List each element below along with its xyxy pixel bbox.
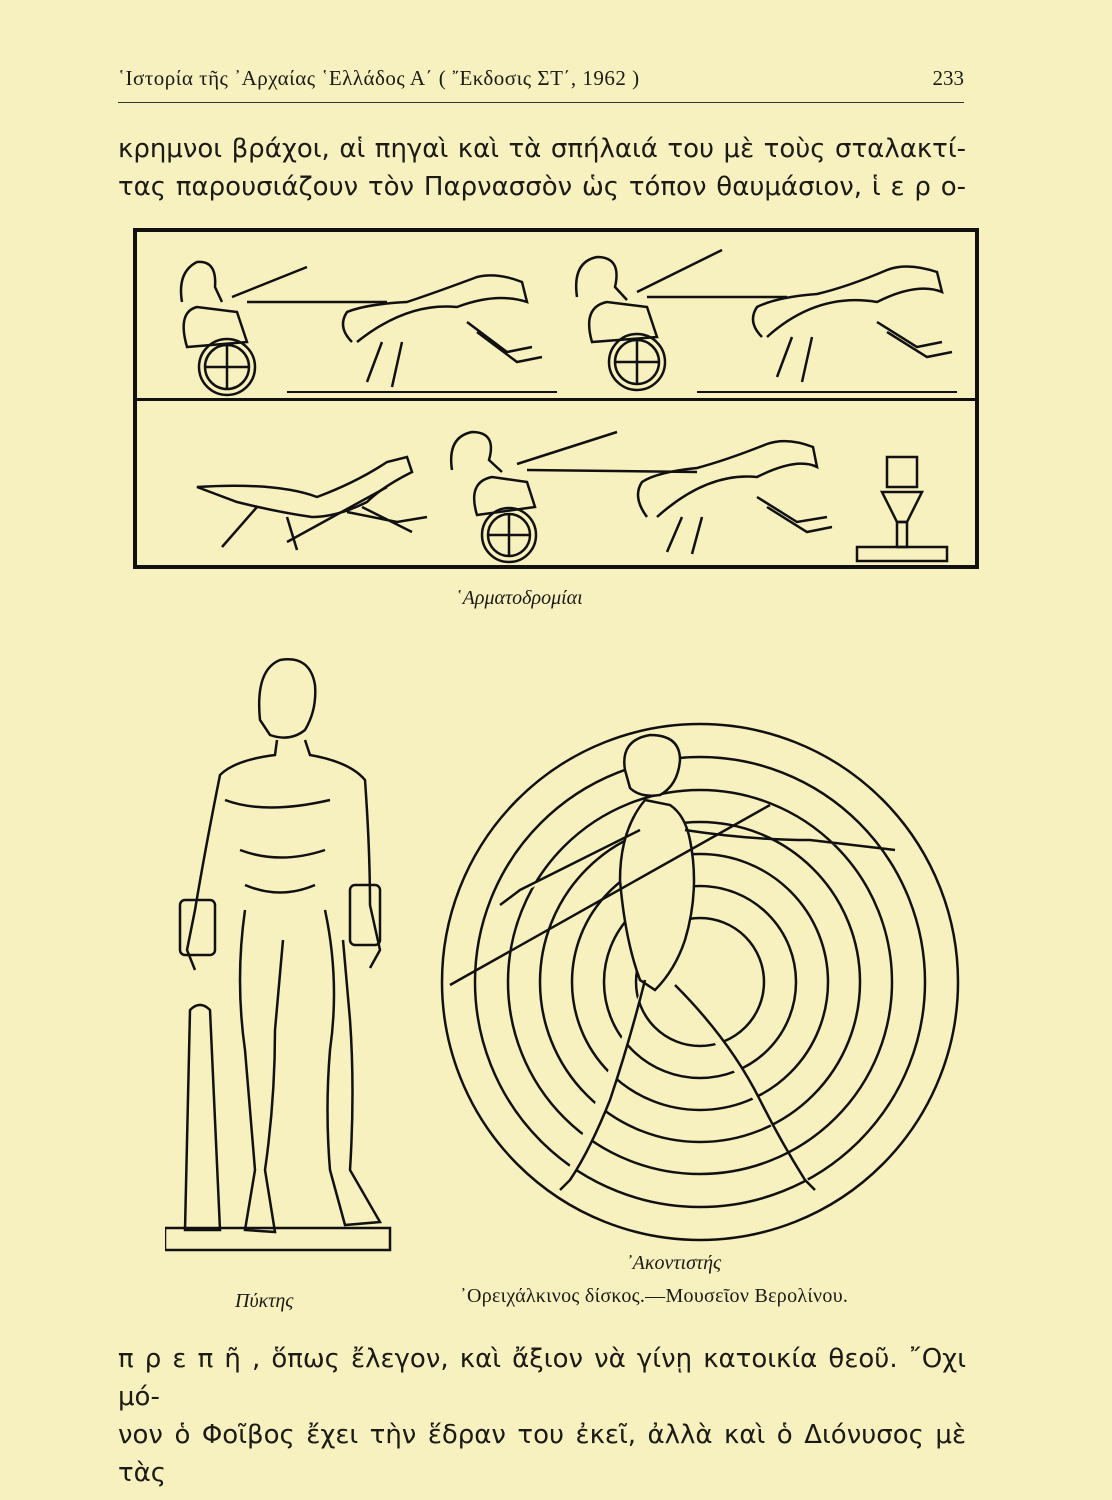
chariot-bottom bbox=[451, 432, 832, 562]
text-line: π ρ ε π ῆ , ὅπως ἔλεγον, καὶ ἄξιον νὰ γίνῃ κατοικία θεοῦ. ῎Οχι μό- bbox=[118, 1344, 966, 1412]
javelin bbox=[450, 805, 770, 985]
boxer-caption: Πύκτης bbox=[235, 1290, 294, 1312]
disc-caption: ᾿Ορειχάλκινος δίσκος.—Μουσεῖον Βερολίνου. bbox=[460, 1285, 849, 1307]
left-leg bbox=[240, 910, 283, 1232]
head-outline bbox=[259, 659, 315, 737]
book-title: ῾Ιστορία τῆς ᾿Αρχαίας ῾Ελλάδος Α΄ ( ῎Εκδοσις ΣΤ΄, 1962 ) bbox=[118, 66, 640, 90]
chariot-race-illustration bbox=[133, 228, 979, 569]
text-line: τας παρουσιάζουν τὸν Παρνασσὸν ὡς τόπον θαυμάσιον, ἱ ε ρ ο- bbox=[118, 172, 966, 202]
right-leg bbox=[325, 910, 380, 1225]
chariot-right-top bbox=[576, 250, 957, 392]
left-glove bbox=[180, 900, 215, 955]
paragraph-top bbox=[118, 130, 966, 206]
page-number: 233 bbox=[932, 66, 964, 90]
chariot-frieze-drawing bbox=[137, 232, 975, 565]
chariot-caption: ῾Αρματοδρομίαι bbox=[456, 587, 583, 609]
running-header bbox=[118, 62, 964, 103]
javelin-caption: ᾿Ακοντιστής bbox=[626, 1252, 722, 1274]
text-line: κρημνοι βράχοι, αἱ πηγαὶ καὶ τὰ σπήλαιά του μὲ τοὺς σταλακτί- bbox=[118, 134, 966, 164]
javelin-disc-illustration bbox=[440, 720, 960, 1245]
text-line: νον ὁ Φοῖβος ἔχει τὴν ἕδραν του ἐκεῖ, ἀλλὰ καὶ ὁ Διόνυσος μὲ τὰς bbox=[118, 1420, 966, 1488]
turning-post bbox=[857, 457, 947, 561]
statue-base bbox=[165, 1228, 390, 1250]
disc-rings bbox=[442, 724, 958, 1240]
tree-support bbox=[185, 1005, 220, 1230]
riderless-horse bbox=[197, 457, 427, 550]
paragraph-bottom bbox=[118, 1340, 966, 1492]
boxer-statue-illustration bbox=[165, 650, 405, 1270]
chariot-left-top bbox=[181, 262, 557, 395]
right-glove bbox=[350, 885, 380, 945]
